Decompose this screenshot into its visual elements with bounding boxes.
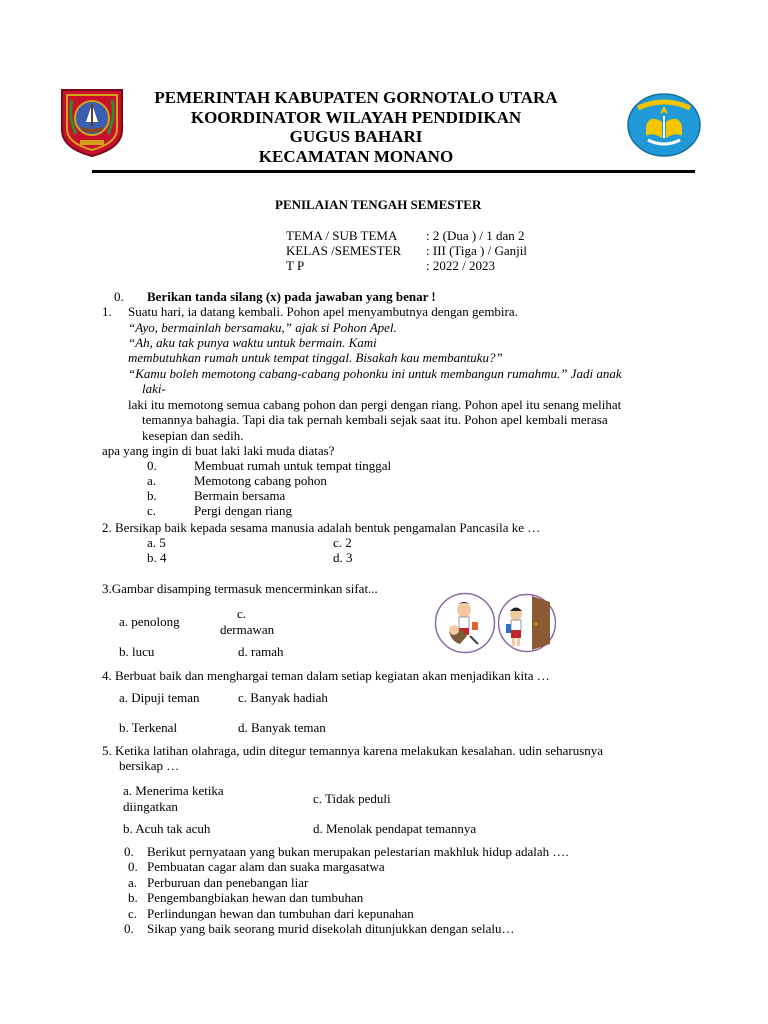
q1-option-letter: c. (147, 503, 157, 518)
meta-label-year: T P (286, 258, 305, 273)
q1-option-text: Pergi dengan riang (194, 503, 292, 518)
header-line-coordinator: KOORDINATOR WILAYAH PENDIDIKAN (190, 108, 522, 127)
q6-option-text: Pembuatan cagar alam dan suaka margasatwa (147, 859, 385, 874)
q5-option-d: d. Menolak pendapat temannya (313, 821, 477, 836)
q6-question: Berikut pernyataan yang bukan merupakan pelestarian makhluk hidup adalah …. (147, 844, 569, 859)
q1-option-letter: 0. (147, 458, 157, 473)
q2-option-c: c. 2 (333, 535, 352, 550)
q2-question: 2. Bersikap baik kepada sesama manusia adalah bentuk pengamalan Pancasila ke … (102, 520, 541, 535)
q5-option-c: c. Tidak peduli (313, 791, 391, 806)
q6-number: 0. (124, 844, 134, 859)
q5-question-line: bersikap … (119, 758, 180, 773)
q5-option-b: b. Acuh tak acuh (123, 821, 211, 836)
q2-option-b: b. 4 (147, 550, 167, 565)
q1-number: 1. (102, 304, 112, 319)
q1-question: apa yang ingin di buat laki laki muda diatas? (102, 443, 335, 458)
q1-story-line: “Ayo, bermainlah bersamaku,” ajak si Pohon Apel. (128, 320, 397, 335)
q6-option-letter: b. (128, 890, 138, 905)
q3-illustration-helping-child (434, 592, 496, 654)
header-line-cluster: GUGUS BAHARI (289, 127, 423, 146)
q6-option-letter: 0. (128, 859, 138, 874)
meta-label-theme: TEMA / SUB TEMA (286, 228, 398, 243)
q7-question: Sikap yang baik seorang murid disekolah ditunjukkan dengan selalu… (147, 921, 515, 936)
q4-option-b: b. Terkenal (119, 720, 178, 735)
q3-option-a: a. penolong (119, 614, 180, 629)
header-line-district: KECAMATAN MONANO (258, 147, 454, 166)
q1-story-line: “Ah, aku tak punya waktu untuk bermain. Kami (128, 335, 377, 350)
q5-question-line: 5. Ketika latihan olahraga, udin ditegur temannya karena melakukan kesalahan. udin seharusnya (102, 743, 604, 758)
header-line-government: PEMERINTAH KABUPATEN GORNOTALO UTARA (154, 88, 558, 107)
q6-option-letter: c. (128, 906, 138, 921)
q4-option-d: d. Banyak teman (238, 720, 326, 735)
q1-option-text: Memotong cabang pohon (194, 473, 327, 488)
exam-title: PENILAIAN TENGAH SEMESTER (275, 197, 482, 212)
q3-option-b: b. lucu (119, 644, 155, 659)
q5-option-a: a. Menerima ketika (123, 783, 224, 798)
header-divider (92, 170, 695, 173)
instruction-number: 0. (114, 289, 124, 304)
q1-story-line: “Kamu boleh memotong cabang-cabang pohonku ini untuk membangun rumahmu.” Jadi anak (128, 366, 622, 381)
meta-value-theme: : 2 (Dua ) / 1 dan 2 (426, 228, 525, 243)
meta-value-year: : 2022 / 2023 (426, 258, 495, 273)
q6-option-letter: a. (128, 875, 138, 890)
q1-story-line: laki- (142, 381, 166, 396)
q1-story-line: membutuhkan rumah untuk tempat tinggal. Bisakah kau membantuku?” (128, 350, 503, 365)
q6-option-text: Perlindungan hewan dan tumbuhan dari kepunahan (147, 906, 414, 921)
q3-option-c: dermawan (220, 622, 275, 637)
meta-label-class: KELAS /SEMESTER (286, 243, 402, 258)
q1-option-letter: a. (147, 473, 157, 488)
q7-number: 0. (124, 921, 134, 936)
q6-option-text: Perburuan dan penebangan liar (147, 875, 309, 890)
q1-option-letter: b. (147, 488, 157, 503)
q4-option-a: a. Dipuji teman (119, 690, 200, 705)
q1-story-line: temannya bahagia. Tapi dia tak pernah kembali sejak saat itu. Pohon apel kembali merasa (142, 412, 608, 427)
q1-story-line: Suatu hari, ia datang kembali. Pohon apel menyambutnya dengan gembira. (128, 304, 518, 319)
q2-option-d: d. 3 (333, 550, 353, 565)
q1-option-text: Membuat rumah untuk tempat tinggal (194, 458, 392, 473)
q2-option-a: a. 5 (147, 535, 166, 550)
q4-question: 4. Berbuat baik dan menghargai teman dalam setiap kegiatan akan menjadikan kita … (102, 668, 550, 683)
q6-option-text: Pengembangbiakan hewan dan tumbuhan (147, 890, 364, 905)
q3-question: 3.Gambar disamping termasuk mencerminkan sifat... (102, 581, 378, 596)
q4-option-c: c. Banyak hadiah (238, 690, 328, 705)
meta-value-class: : III (Tiga ) / Ganjil (426, 243, 527, 258)
q3-option-d: d. ramah (238, 644, 284, 659)
q1-story-line: kesepian dan sedih. (142, 428, 244, 443)
q3-option-c-letter: c. (237, 606, 247, 621)
q1-option-text: Bermain bersama (194, 488, 286, 503)
q1-story-line: laki itu memotong semua cabang pohon dan pergi dengan riang. Pohon apel itu senang melihat (128, 397, 622, 412)
q3-illustration-door-child (498, 592, 556, 654)
q5-option-a-continued: diingatkan (123, 799, 178, 814)
instruction-text: Berikan tanda silang (x) pada jawaban yang benar ! (147, 289, 436, 304)
tut-wuri-handayani-logo (626, 92, 702, 158)
